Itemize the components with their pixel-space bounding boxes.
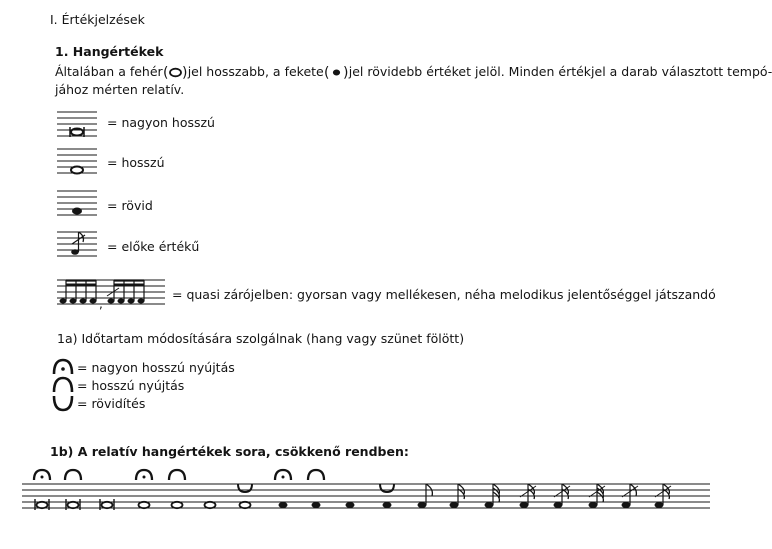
svg-text:): ) xyxy=(342,65,349,81)
section-title: I. Értékjelzések xyxy=(50,12,145,27)
section-1a-title: 1a) Időtartam módosítására szolgálnak (hang vagy szünet fölött) xyxy=(57,331,465,346)
intro-line-2: jához mérten relatív. xyxy=(55,82,185,97)
value-label-2: = rövid xyxy=(107,198,153,213)
open-note-icon xyxy=(57,147,97,177)
intro-part-2: jel hosszabb, a fekete xyxy=(187,64,324,79)
section-1a-item-0: = nagyon hosszú nyújtás xyxy=(77,360,235,375)
value-label-0: = nagyon hosszú xyxy=(107,115,215,130)
value-label-3: = előke értékű xyxy=(107,239,200,254)
fermata-dot-icon xyxy=(52,359,74,375)
filled-note-icon xyxy=(57,189,97,219)
filled-note-icon xyxy=(346,502,355,508)
intro-line-1 xyxy=(55,66,772,79)
section-1a-item-1: = hosszú nyújtás xyxy=(77,378,185,393)
whole-note-icon xyxy=(205,502,216,508)
breve-note-icon xyxy=(57,110,97,140)
cup-icon xyxy=(52,395,74,411)
subsection-title: 1. Hangértékek xyxy=(55,44,164,59)
value-label-4: = quasi zárójelben: gyorsan vagy mellékesen, néha melodikus jelentőséggel játszandó xyxy=(172,287,716,302)
white-note-paren-icon xyxy=(162,65,188,81)
beamed-notes-icon xyxy=(57,278,167,310)
svg-text:(: ( xyxy=(323,65,330,81)
svg-text:): ) xyxy=(181,65,188,81)
value-sequence-staff xyxy=(22,470,712,530)
value-label-1: = hosszú xyxy=(107,155,165,170)
black-note-paren-icon xyxy=(323,65,349,81)
grace-note-icon xyxy=(57,230,97,260)
grace-note-32-icon xyxy=(589,484,606,508)
svg-text:,: , xyxy=(99,297,103,311)
section-1b-title: 1b) A relatív hangértékek sora, csökkenő rendben: xyxy=(50,444,409,459)
svg-text:(: ( xyxy=(162,65,169,81)
intro-part-1: Általában a fehér xyxy=(55,64,163,79)
section-1a-item-2: = rövidítés xyxy=(77,396,146,411)
intro-part-3: jel rövidebb értéket jelöl. Minden értékjel a darab választott tempó- xyxy=(348,64,772,79)
arch-icon xyxy=(52,377,74,393)
